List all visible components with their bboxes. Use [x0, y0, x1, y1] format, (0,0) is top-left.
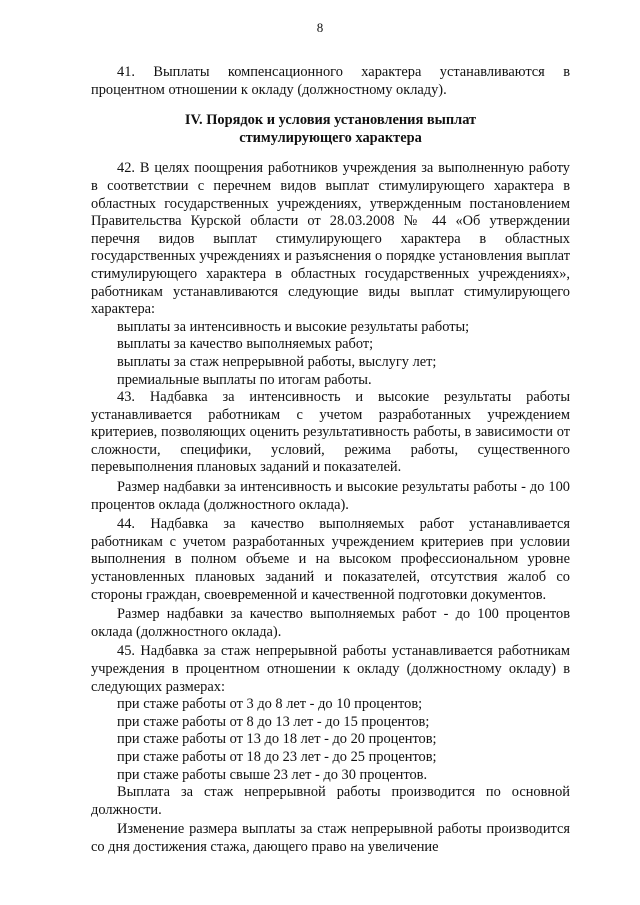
page-number: 8	[316, 20, 324, 35]
list-item: при стаже работы свыше 23 лет - до 30 процентов.	[117, 766, 428, 783]
list-item: выплаты за стаж непрерывной работы, выслугу лет;	[117, 353, 437, 370]
paragraph-44b: Размер надбавки за качество выполняемых работ - до 100 процентов оклада (должностного оклада).	[91, 606, 570, 640]
paragraph-45c: Изменение размера выплаты за стаж непрерывной работы производится со дня достижения стажа, дающего право на увеличение	[91, 821, 570, 855]
paragraph-42: 42. В целях поощрения работников учреждения за выполненную работу в соответствии с перечнем видов выплат стимулирующего характера в областных государственных учреждениях, утвержденным постановлением Правительства Курской области от 28.03.2008 № 44 «Об утверждении перечня видов выплат стимулирующего характера в областных государственных учреждениях и разъяснения о порядке установления выплат стимулирующего характера в областных государственных учреждениях», работникам устанавливаются следующие виды выплат стимулирующего характера:	[91, 160, 570, 318]
list-item: премиальные выплаты по итогам работы.	[117, 371, 372, 388]
paragraph-41: 41. Выплаты компенсационного характера устанавливаются в процентном отношении к окладу (должностному окладу).	[91, 64, 570, 98]
list-item: выплаты за интенсивность и высокие результаты работы;	[117, 318, 470, 335]
section-heading-line1: IV. Порядок и условия установления выплат	[184, 112, 477, 129]
paragraph-45: 45. Надбавка за стаж непрерывной работы устанавливается работникам учреждения в процентном отношении к окладу (должностному окладу) в следующих размерах:	[91, 643, 570, 695]
list-item: выплаты за качество выполняемых работ;	[117, 336, 374, 353]
list-item: при стаже работы от 13 до 18 лет - до 20 процентов;	[117, 731, 437, 748]
list-item: при стаже работы от 18 до 23 лет - до 25 процентов;	[117, 748, 437, 765]
paragraph-44: 44. Надбавка за качество выполняемых работ устанавливается работникам с учетом разработанных учреждением критериев при условии выполнения в полном объеме и на высоком профессиональном уровне установленных плановых заданий и показателей, отсутствия жалоб со стороны граждан, своевременной и качественной подготовки документов.	[91, 516, 570, 603]
paragraph-43b: Размер надбавки за интенсивность и высокие результаты работы - до 100 процентов оклада (должностного оклада).	[91, 479, 570, 513]
paragraph-45b: Выплата за стаж непрерывной работы производится по основной должности.	[91, 784, 570, 818]
list-item: при стаже работы от 8 до 13 лет - до 15 процентов;	[117, 713, 430, 730]
document-body	[91, 64, 570, 857]
section-heading	[91, 112, 570, 147]
paragraph-43: 43. Надбавка за интенсивность и высокие результаты работы устанавливается работникам с учетом разработанных учреждением критериев, позволяющих оценить результативность работы, в зависимости от сложности, специфики, условий, режима работы, существенного перевыполнения плановых заданий и показателей.	[91, 389, 570, 476]
list-item: при стаже работы от 3 до 8 лет - до 10 процентов;	[117, 696, 423, 713]
section-heading-line2: стимулирующего характера	[239, 129, 422, 146]
